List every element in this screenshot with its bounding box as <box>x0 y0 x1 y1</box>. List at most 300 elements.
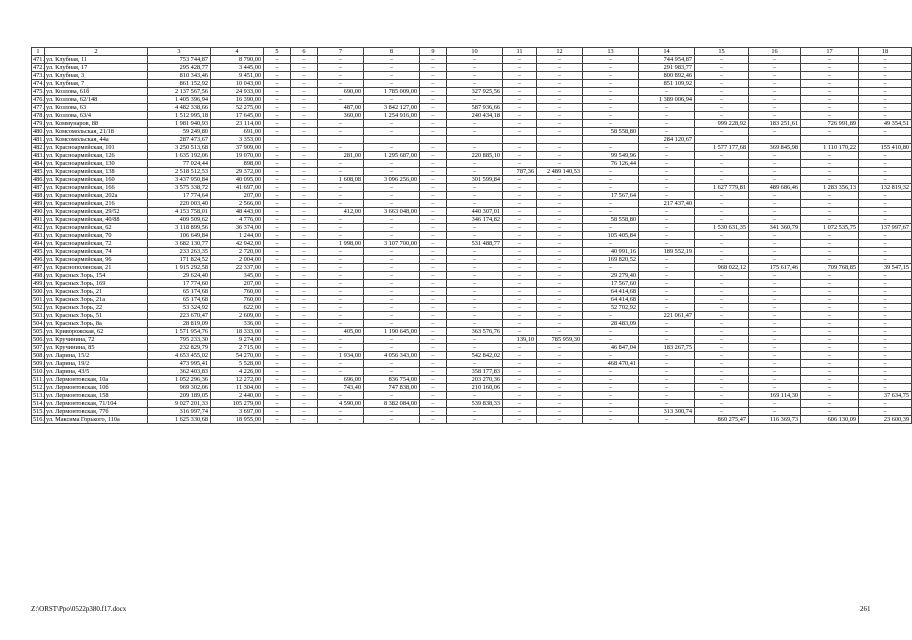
value-cell: 12 272,00 <box>211 376 264 384</box>
value-cell: – <box>503 344 537 352</box>
value-cell: – <box>801 192 859 200</box>
value-cell: 1 934,00 <box>318 352 364 360</box>
value-cell: 8 790,00 <box>211 56 264 64</box>
value-cell: – <box>503 216 537 224</box>
value-cell: 36 374,00 <box>211 224 264 232</box>
value-cell: – <box>264 320 291 328</box>
value-cell: – <box>639 352 695 360</box>
value-cell: – <box>318 336 364 344</box>
address-cell: ул. Красноармейская, 138 <box>45 168 148 176</box>
value-cell: – <box>291 152 318 160</box>
value-cell: – <box>749 272 801 280</box>
value-cell: – <box>801 64 859 72</box>
register-table-sheet <box>31 47 909 424</box>
value-cell: – <box>749 360 801 368</box>
value-cell: – <box>447 320 503 328</box>
value-cell: – <box>503 408 537 416</box>
value-cell: – <box>420 208 447 216</box>
value-cell: – <box>364 232 420 240</box>
value-cell: – <box>639 192 695 200</box>
value-cell: – <box>859 312 912 320</box>
value-cell: 2 715,00 <box>211 344 264 352</box>
value-cell: – <box>503 104 537 112</box>
value-cell: – <box>420 416 447 424</box>
value-cell: 1 405 396,94 <box>148 96 211 104</box>
row-number-cell: 516. <box>33 416 45 423</box>
value-cell: – <box>420 320 447 328</box>
value-cell: – <box>291 208 318 216</box>
value-cell: – <box>695 88 749 96</box>
value-cell: – <box>801 128 859 136</box>
value-cell: 53 324,92 <box>148 304 211 312</box>
value-cell: – <box>695 128 749 136</box>
value-cell: 4 226,00 <box>211 368 264 376</box>
table-row <box>32 136 912 144</box>
address-cell: ул. Красноармейская, 72 <box>45 240 148 248</box>
value-cell: – <box>264 96 291 104</box>
value-cell: 105 405,84 <box>583 232 639 240</box>
value-cell <box>503 136 537 144</box>
value-cell: – <box>420 304 447 312</box>
value-cell: 726 991,89 <box>801 120 859 128</box>
value-cell: – <box>447 336 503 344</box>
address-cell: ул. Лермонтовская, 10б <box>45 384 148 392</box>
value-cell: – <box>264 392 291 400</box>
header-cell: 4 <box>211 48 264 56</box>
value-cell: – <box>364 320 420 328</box>
value-cell: – <box>859 336 912 344</box>
table-row <box>32 352 912 360</box>
value-cell: – <box>695 152 749 160</box>
value-cell: – <box>801 56 859 64</box>
value-cell: – <box>318 360 364 368</box>
value-cell: – <box>503 128 537 136</box>
value-cell: – <box>503 256 537 264</box>
value-cell: 1 785 009,00 <box>364 88 420 96</box>
value-cell: – <box>420 328 447 336</box>
table-row <box>32 240 912 248</box>
value-cell: – <box>801 168 859 176</box>
header-cell: 11 <box>503 48 537 56</box>
value-cell: 587 936,66 <box>447 104 503 112</box>
value-cell: – <box>291 416 318 424</box>
value-cell: 1 283 356,13 <box>801 184 859 192</box>
value-cell: 795 233,30 <box>148 336 211 344</box>
value-cell: – <box>583 264 639 272</box>
value-cell <box>749 136 801 144</box>
value-cell: – <box>503 296 537 304</box>
table-row <box>32 208 912 216</box>
address-cell: ул. Козлова, 61б <box>45 88 148 96</box>
value-cell: – <box>639 208 695 216</box>
value-cell: – <box>264 360 291 368</box>
table-row <box>32 160 912 168</box>
value-cell: 1 052 296,36 <box>148 376 211 384</box>
value-cell: 169 114,30 <box>749 392 801 400</box>
value-cell: – <box>318 56 364 64</box>
value-cell: – <box>264 120 291 128</box>
address-cell: ул. Лермонтовская, 158 <box>45 392 148 400</box>
value-cell: 77 024,44 <box>148 160 211 168</box>
value-cell: 1 998,00 <box>318 240 364 248</box>
value-cell: 183 251,61 <box>749 120 801 128</box>
value-cell: – <box>537 88 583 96</box>
address-cell: ул. Кручинина, 72 <box>45 336 148 344</box>
value-cell: – <box>447 200 503 208</box>
value-cell: 29 279,40 <box>583 272 639 280</box>
row-number-cell: 483. <box>33 152 45 159</box>
value-cell: – <box>503 248 537 256</box>
value-cell: 37 634,75 <box>859 392 912 400</box>
value-cell: – <box>695 80 749 88</box>
value-cell: – <box>801 200 859 208</box>
value-cell: – <box>364 72 420 80</box>
value-cell: – <box>749 376 801 384</box>
value-cell: – <box>503 328 537 336</box>
value-cell: 171 824,52 <box>148 256 211 264</box>
value-cell: – <box>447 416 503 424</box>
value-cell: – <box>859 360 912 368</box>
value-cell: – <box>264 232 291 240</box>
value-cell: – <box>537 104 583 112</box>
value-cell: – <box>503 208 537 216</box>
value-cell: – <box>537 408 583 416</box>
value-cell <box>447 136 503 144</box>
row-number-cell: 494. <box>33 240 45 247</box>
row-number-cell: 478. <box>33 112 45 119</box>
value-cell: 284 120,67 <box>639 136 695 144</box>
value-cell: – <box>503 200 537 208</box>
header-row <box>32 48 912 56</box>
value-cell: – <box>583 312 639 320</box>
value-cell: 48 443,00 <box>211 208 264 216</box>
address-cell: ул. Лермонтовская, 77б <box>45 408 148 416</box>
value-cell: 19 070,00 <box>211 152 264 160</box>
value-cell: – <box>801 296 859 304</box>
value-cell: 3 445,00 <box>211 64 264 72</box>
value-cell: 489 686,46 <box>749 184 801 192</box>
value-cell: 28 819,09 <box>148 320 211 328</box>
row-number-cell: 497. <box>33 264 45 271</box>
value-cell: – <box>447 304 503 312</box>
value-cell: 210 160,06 <box>447 384 503 392</box>
table-row <box>32 416 912 424</box>
address-cell: ул. Красноармейская, 70 <box>45 232 148 240</box>
value-cell: – <box>695 192 749 200</box>
table-row <box>32 104 912 112</box>
value-cell: – <box>583 144 639 152</box>
value-cell: – <box>801 232 859 240</box>
value-cell: – <box>291 360 318 368</box>
value-cell: – <box>639 368 695 376</box>
value-cell: – <box>583 80 639 88</box>
value-cell: – <box>695 368 749 376</box>
value-cell: – <box>447 128 503 136</box>
value-cell: – <box>639 168 695 176</box>
value-cell: – <box>695 208 749 216</box>
value-cell: – <box>859 400 912 408</box>
value-cell: – <box>859 64 912 72</box>
value-cell: – <box>859 96 912 104</box>
value-cell: – <box>264 88 291 96</box>
value-cell: 232 829,79 <box>148 344 211 352</box>
value-cell: 3 107 700,00 <box>364 240 420 248</box>
value-cell: – <box>420 400 447 408</box>
value-cell: – <box>801 112 859 120</box>
header-cell: 9 <box>420 48 447 56</box>
row-number-cell: 484. <box>33 160 45 167</box>
value-cell: – <box>364 256 420 264</box>
value-cell: – <box>639 384 695 392</box>
value-cell: – <box>503 152 537 160</box>
value-cell: – <box>264 384 291 392</box>
value-cell: – <box>291 376 318 384</box>
value-cell: – <box>420 352 447 360</box>
value-cell: – <box>291 392 318 400</box>
value-cell: 39 547,15 <box>859 264 912 272</box>
value-cell: – <box>318 312 364 320</box>
value-cell: – <box>583 56 639 64</box>
value-cell: – <box>264 80 291 88</box>
value-cell: – <box>291 344 318 352</box>
value-cell: – <box>801 176 859 184</box>
value-cell: – <box>264 336 291 344</box>
row-number-cell: 473. <box>33 72 45 79</box>
row-number-cell: 506. <box>33 336 45 343</box>
value-cell: – <box>801 216 859 224</box>
value-cell: – <box>537 112 583 120</box>
value-cell: 5 528,00 <box>211 360 264 368</box>
table-row <box>32 408 912 416</box>
value-cell: 217 437,40 <box>639 200 695 208</box>
value-cell: – <box>859 240 912 248</box>
value-cell: – <box>859 288 912 296</box>
value-cell: 1 577 177,68 <box>695 144 749 152</box>
value-cell: – <box>364 128 420 136</box>
table-row <box>32 360 912 368</box>
value-cell: 409 509,62 <box>148 216 211 224</box>
value-cell: – <box>318 344 364 352</box>
value-cell: – <box>420 360 447 368</box>
row-number-cell: 488. <box>33 192 45 199</box>
value-cell: – <box>695 56 749 64</box>
value-cell: – <box>695 296 749 304</box>
value-cell: 851 109,92 <box>639 80 695 88</box>
value-cell: 17 645,00 <box>211 112 264 120</box>
value-cell: – <box>695 344 749 352</box>
value-cell: 1 254 916,00 <box>364 112 420 120</box>
value-cell: – <box>447 248 503 256</box>
value-cell: 18 333,00 <box>211 328 264 336</box>
value-cell <box>318 136 364 144</box>
value-cell: – <box>503 56 537 64</box>
value-cell: – <box>291 400 318 408</box>
value-cell: – <box>420 248 447 256</box>
value-cell: – <box>447 56 503 64</box>
value-cell: – <box>537 80 583 88</box>
value-cell: – <box>537 256 583 264</box>
value-cell: – <box>318 120 364 128</box>
value-cell: – <box>695 176 749 184</box>
value-cell: 295 428,77 <box>148 64 211 72</box>
row-number-cell: 474. <box>33 80 45 87</box>
value-cell: 412,00 <box>318 208 364 216</box>
value-cell: – <box>749 232 801 240</box>
table-row <box>32 144 912 152</box>
value-cell: – <box>264 328 291 336</box>
row-number-cell: 485. <box>33 168 45 175</box>
value-cell: – <box>420 168 447 176</box>
value-cell: – <box>364 344 420 352</box>
value-cell: – <box>801 160 859 168</box>
value-cell: – <box>749 128 801 136</box>
table-row <box>32 320 912 328</box>
header-cell: 8 <box>364 48 420 56</box>
address-cell: ул. Красных Зорь, 154 <box>45 272 148 280</box>
value-cell: – <box>264 240 291 248</box>
value-cell: 2 609,00 <box>211 312 264 320</box>
value-cell: 301 599,84 <box>447 176 503 184</box>
value-cell: – <box>749 288 801 296</box>
value-cell: 606 130,09 <box>801 416 859 424</box>
value-cell: – <box>364 200 420 208</box>
value-cell: – <box>503 96 537 104</box>
address-cell: ул. Клубная, 17 <box>45 64 148 72</box>
value-cell: – <box>639 304 695 312</box>
row-number-cell: 490. <box>33 208 45 215</box>
table-row <box>32 200 912 208</box>
value-cell: – <box>537 352 583 360</box>
value-cell: – <box>801 96 859 104</box>
value-cell: 1 389 006,94 <box>639 96 695 104</box>
value-cell: – <box>503 384 537 392</box>
value-cell: – <box>639 184 695 192</box>
value-cell: – <box>447 280 503 288</box>
value-cell: – <box>639 120 695 128</box>
value-cell: – <box>801 312 859 320</box>
value-cell: – <box>447 120 503 128</box>
value-cell: – <box>364 248 420 256</box>
value-cell: – <box>318 168 364 176</box>
value-cell: 209 189,05 <box>148 392 211 400</box>
address-cell: ул. Краснополянская, 21 <box>45 264 148 272</box>
value-cell: 4 482 338,66 <box>148 104 211 112</box>
table-row <box>32 304 912 312</box>
address-cell: ул. Козлова, 63/4 <box>45 112 148 120</box>
value-cell: – <box>318 200 364 208</box>
value-cell: – <box>749 208 801 216</box>
value-cell: – <box>447 288 503 296</box>
value-cell: 17 567,64 <box>583 192 639 200</box>
value-cell: – <box>859 304 912 312</box>
value-cell: – <box>318 224 364 232</box>
value-cell: – <box>503 120 537 128</box>
value-cell: 17 567,60 <box>583 280 639 288</box>
value-cell: – <box>859 408 912 416</box>
value-cell: 487,00 <box>318 104 364 112</box>
value-cell: – <box>291 232 318 240</box>
value-cell: – <box>537 344 583 352</box>
value-cell: – <box>420 280 447 288</box>
value-cell: – <box>801 384 859 392</box>
address-cell: ул. Красных Зорь, 51 <box>45 312 148 320</box>
value-cell: 760,00 <box>211 288 264 296</box>
table-row <box>32 336 912 344</box>
value-cell: – <box>420 176 447 184</box>
value-cell: – <box>447 408 503 416</box>
value-cell: – <box>639 160 695 168</box>
value-cell: – <box>583 368 639 376</box>
value-cell: – <box>537 368 583 376</box>
value-cell: – <box>537 192 583 200</box>
value-cell: – <box>749 112 801 120</box>
value-cell: – <box>695 320 749 328</box>
value-cell <box>420 136 447 144</box>
value-cell: – <box>264 408 291 416</box>
value-cell: 753 744,87 <box>148 56 211 64</box>
value-cell: 155 410,80 <box>859 144 912 152</box>
header-cell: 12 <box>537 48 583 56</box>
value-cell: – <box>291 256 318 264</box>
value-cell: 183 267,75 <box>639 344 695 352</box>
value-cell: – <box>583 120 639 128</box>
value-cell: – <box>420 128 447 136</box>
row-number-cell: 477. <box>33 104 45 111</box>
value-cell: – <box>749 240 801 248</box>
value-cell: – <box>859 112 912 120</box>
value-cell: – <box>447 256 503 264</box>
value-cell: – <box>801 408 859 416</box>
value-cell: 4 590,00 <box>318 400 364 408</box>
value-cell: – <box>583 72 639 80</box>
value-cell: 76 126,44 <box>583 160 639 168</box>
value-cell: 9 274,00 <box>211 336 264 344</box>
table-row <box>32 392 912 400</box>
value-cell: – <box>420 224 447 232</box>
value-cell: – <box>801 336 859 344</box>
value-cell: 99 549,96 <box>583 152 639 160</box>
value-cell: – <box>420 312 447 320</box>
value-cell: – <box>364 368 420 376</box>
value-cell: 861 152,92 <box>148 80 211 88</box>
value-cell: – <box>318 408 364 416</box>
value-cell: 743,40 <box>318 384 364 392</box>
value-cell: 542 842,02 <box>447 352 503 360</box>
value-cell: 4 653 455,02 <box>148 352 211 360</box>
value-cell: – <box>420 152 447 160</box>
value-cell: 42 942,00 <box>211 240 264 248</box>
value-cell: 281,00 <box>318 152 364 160</box>
table-body <box>32 48 912 424</box>
value-cell: 4 153 758,01 <box>148 208 211 216</box>
table-row <box>32 184 912 192</box>
value-cell: 1 072 535,75 <box>801 224 859 232</box>
value-cell: – <box>503 376 537 384</box>
value-cell: – <box>749 368 801 376</box>
value-cell: 744 954,87 <box>639 56 695 64</box>
value-cell: – <box>291 104 318 112</box>
value-cell: – <box>639 272 695 280</box>
value-cell: – <box>801 344 859 352</box>
value-cell: – <box>420 296 447 304</box>
value-cell: 1 530 631,35 <box>695 224 749 232</box>
address-cell: ул. Кручинина, 85 <box>45 344 148 352</box>
value-cell: – <box>639 176 695 184</box>
value-cell: 898,00 <box>211 160 264 168</box>
row-number-cell: 514. <box>33 400 45 407</box>
value-cell: 3 437 950,84 <box>148 176 211 184</box>
value-cell: – <box>503 88 537 96</box>
